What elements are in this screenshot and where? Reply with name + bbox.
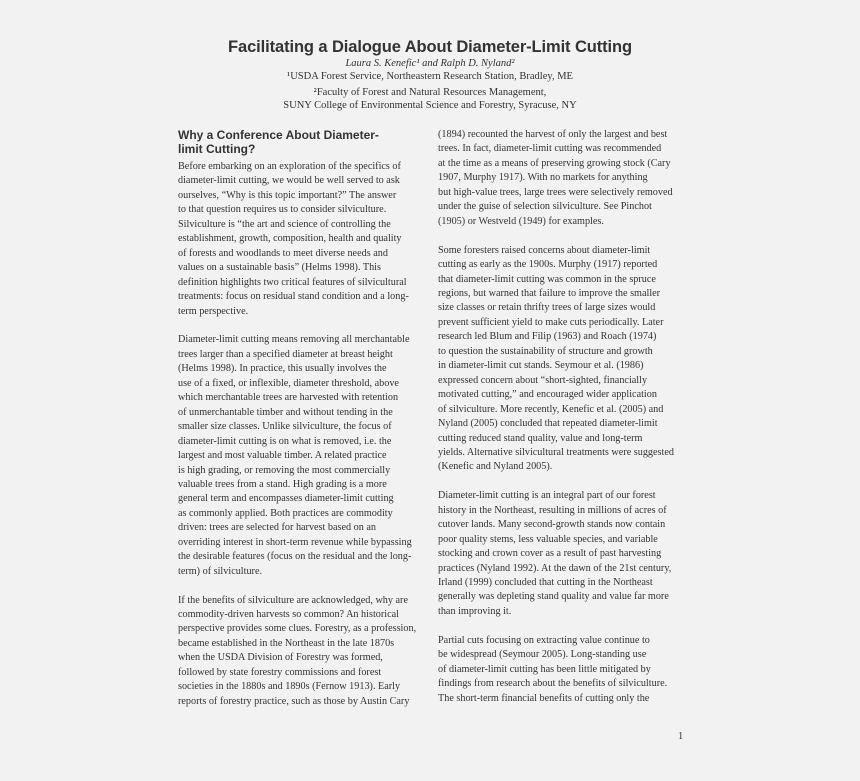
text-line: Nyland (2005) concluded that repeated diameter-limit xyxy=(438,418,658,430)
text-line: term) of silviculture. xyxy=(178,565,263,577)
text-line: of unmerchantable timber and without tending in the xyxy=(178,406,393,418)
text-line: research led Blum and Filip (1963) and Roach (1974) xyxy=(438,331,657,343)
text-line: but high-value trees, large trees were selectively removed xyxy=(438,186,673,198)
text-line: diameter-limit cutting, we would be well served to ask xyxy=(178,175,400,187)
text-line: ourselves, “Why is this topic important?” The answer xyxy=(178,189,397,201)
text-line: values on a sustainable basis” (Helms 1998). This xyxy=(178,262,381,274)
text-line: became established in the Northeast in the late 1870s xyxy=(178,637,395,649)
text-line: trees larger than a specified diameter at breast height xyxy=(178,348,393,360)
text-line: cutting reduced stand quality, value and long-term xyxy=(438,432,643,444)
paragraph xyxy=(178,160,421,319)
text-line: of silviculture. More recently, Kenefic et al. (2005) and xyxy=(438,403,664,415)
text-line: Before embarking on an exploration of the specifics of xyxy=(178,161,401,172)
text-line: be widespread (Seymour 2005). Long-standing use xyxy=(438,649,647,661)
text-line: perspective provides some clues. Forestry, as a profession, xyxy=(178,623,417,635)
right-column xyxy=(438,128,684,706)
paragraph-gap xyxy=(178,319,421,333)
text-line: at the time as a means of preserving growing stock (Cary xyxy=(438,157,671,169)
text-line: Some foresters raised concerns about diameter-limit xyxy=(438,244,651,256)
text-line: commodity-driven harvests so common? An historical xyxy=(178,609,399,621)
text-line: cutting as early as the 1900s. Murphy (1917) reported xyxy=(438,259,658,271)
text-line: followed by state forestry commissions and forest xyxy=(178,666,382,678)
text-line: expressed concern about “short-sighted, financially xyxy=(438,374,648,386)
text-line: treatments: focus on residual stand condition and a long- xyxy=(178,291,409,303)
text-line: regions, but warned that failure to improve the smaller xyxy=(438,287,661,299)
text-line: (Kenefic and Nyland 2005). xyxy=(438,461,553,473)
text-line: size classes or retain thrifty trees of large sizes would xyxy=(438,302,656,314)
text-line: Partial cuts focusing on extracting value continue to xyxy=(438,634,650,646)
text-line: term perspective. xyxy=(178,305,249,317)
paragraph xyxy=(178,594,421,710)
text-line: trees. In fact, diameter-limit cutting was recommended xyxy=(438,143,662,155)
paragraph-gap xyxy=(438,475,684,489)
text-line: driven: trees are selected for harvest based on an xyxy=(178,522,376,534)
affiliation-2: ²Faculty of Forest and Natural Resources Management, xyxy=(313,87,547,98)
page-number: 1 xyxy=(678,731,684,742)
paragraph xyxy=(178,333,421,579)
text-line: overriding interest in short-term revenue while bypassing xyxy=(178,536,412,548)
paragraph-gap xyxy=(438,619,684,633)
text-line: Irland (1999) concluded that cutting in the Northeast xyxy=(438,577,653,589)
text-line: largest and most valuable timber. A related practice xyxy=(178,450,387,462)
text-line: The short-term financial benefits of cutting only the xyxy=(438,692,650,704)
text-line: 1907, Murphy 1917). With no markets for anything xyxy=(438,172,648,184)
text-line: is high grading, or removing the most commercially xyxy=(178,464,391,476)
text-line: motivated cutting,” and encouraged wider application xyxy=(438,389,657,401)
text-line: Diameter-limit cutting is an integral part of our forest xyxy=(438,490,656,502)
text-line: which merchantable trees are harvested with retention xyxy=(178,392,399,404)
text-line: the desirable features (focus on the residual and the long- xyxy=(178,551,412,563)
paper-title: Facilitating a Dialogue About Diameter-Limit Cutting xyxy=(228,38,632,56)
text-line: smaller size classes. Unlike silviculture, the focus of xyxy=(178,421,392,433)
text-line: that diameter-limit cutting was common in the spruce xyxy=(438,273,656,285)
text-line: establishment, growth, composition, health and quality xyxy=(178,233,402,245)
affiliation-1: ¹USDA Forest Service, Northeastern Research Station, Bradley, ME xyxy=(287,71,573,82)
paragraph xyxy=(438,128,684,229)
right-column-body xyxy=(438,128,684,706)
section-heading: Why a Conference About Diameter-limit Cutting? xyxy=(178,128,379,156)
text-line: under the guise of selection silviculture. See Pinchot xyxy=(438,201,652,213)
text-line: (1894) recounted the harvest of only the largest and best xyxy=(438,129,668,140)
paragraph xyxy=(438,634,684,706)
paragraph xyxy=(438,489,684,619)
text-line: If the benefits of silviculture are acknowledged, why are xyxy=(178,594,408,606)
author-line: Laura S. Kenefic¹ and Ralph D. Nyland² xyxy=(345,58,515,69)
text-line: (1905) or Westveld (1949) for examples. xyxy=(438,215,604,227)
text-line: findings from research about the benefits of silviculture. xyxy=(438,678,668,690)
text-line: as commonly applied. Both practices are commodity xyxy=(178,507,393,519)
left-column xyxy=(178,128,421,709)
text-line: poor quality stems, less valuable species, and variable xyxy=(438,533,658,545)
text-line: yields. Alternative silvicultural treatments were suggested xyxy=(438,446,674,458)
paragraph-gap xyxy=(178,579,421,593)
text-line: in diameter-limit cut stands. Seymour et al. (1986) xyxy=(438,360,644,372)
text-line: to that question requires us to consider silviculture. xyxy=(178,204,387,216)
text-line: stocking and crown cover as a result of past harvesting xyxy=(438,548,662,560)
text-line: (Helms 1998). In practice, this usually involves the xyxy=(178,363,387,375)
text-line: of diameter-limit cutting has been little mitigated by xyxy=(438,663,651,675)
text-line: when the USDA Division of Forestry was formed, xyxy=(178,652,383,664)
text-line: practices (Nyland 1992). At the dawn of the 21st century, xyxy=(438,562,672,574)
left-column-body xyxy=(178,160,421,709)
text-line: of forests and woodlands to meet diverse needs and xyxy=(178,247,388,259)
text-line: Diameter-limit cutting means removing all merchantable xyxy=(178,334,410,346)
text-line: definition highlights two critical features of silvicultural xyxy=(178,276,407,288)
text-line: generally was depleting stand quality and value far more xyxy=(438,591,669,603)
text-line: than improving it. xyxy=(438,605,512,617)
text-line: use of a fixed, or inflexible, diameter threshold, above xyxy=(178,377,399,389)
text-line: to question the sustainability of structure and growth xyxy=(438,345,653,357)
text-line: general term and encompasses diameter-limit cutting xyxy=(178,493,394,505)
text-line: valuable trees from a stand. High grading is a more xyxy=(178,478,387,490)
paragraph-gap xyxy=(438,229,684,243)
text-line: Silviculture is “the art and science of controlling the xyxy=(178,218,391,230)
paragraph xyxy=(438,244,684,475)
text-line: societies in the 1880s and 1890s (Fernow 1913). Early xyxy=(178,681,401,693)
text-line: cutover lands. Many second-growth stands now contain xyxy=(438,519,666,531)
text-line: diameter-limit cutting is on what is removed, i.e. the xyxy=(178,435,392,447)
text-line: reports of forestry practice, such as those by Austin Cary xyxy=(178,695,410,707)
text-line: history in the Northeast, resulting in millions of acres of xyxy=(438,504,667,516)
affiliation-3: SUNY College of Environmental Science and Forestry, Syracuse, NY xyxy=(283,100,577,111)
text-line: prevent sufficient yield to make cuts periodically. Later xyxy=(438,316,664,328)
